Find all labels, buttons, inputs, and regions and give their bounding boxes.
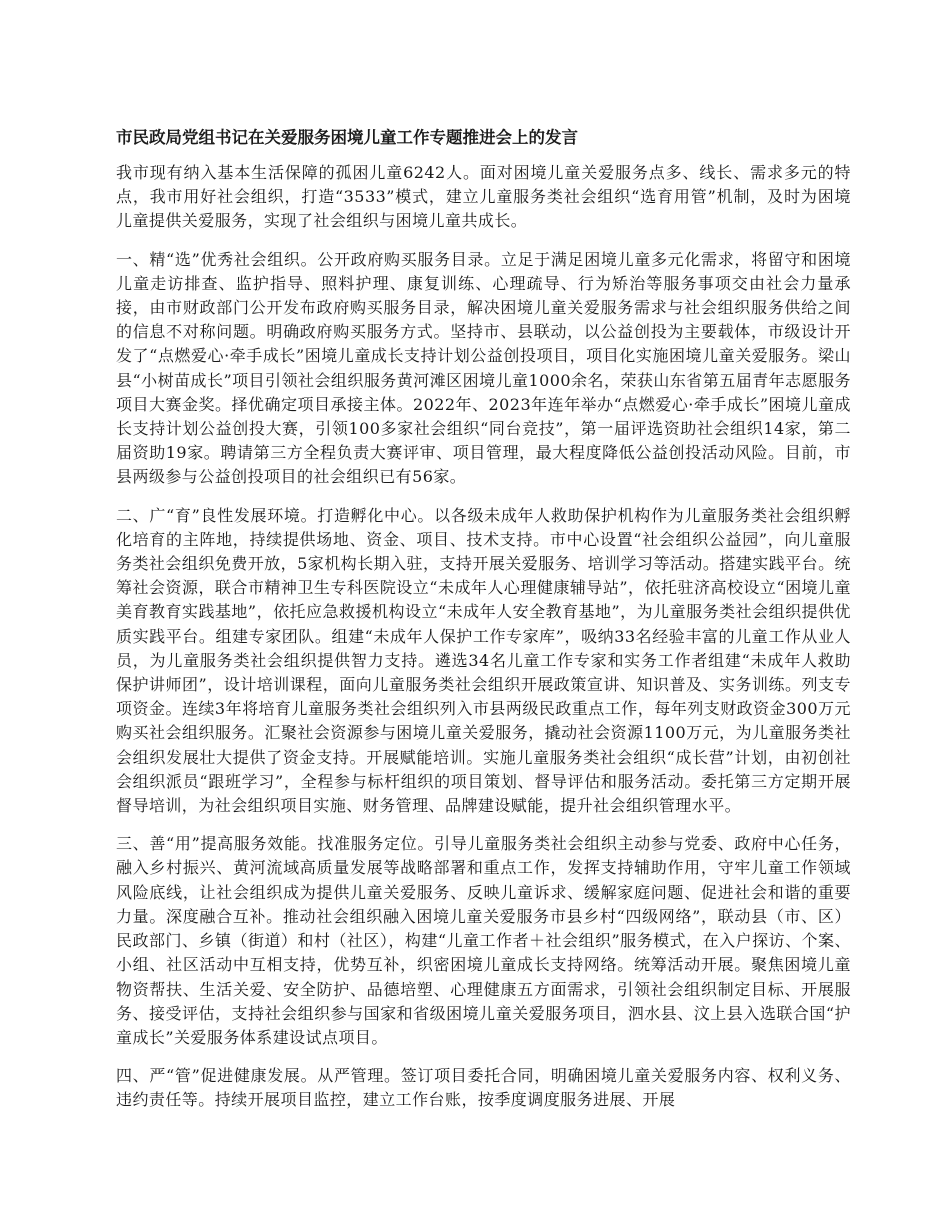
document-title: 市民政局党组书记在关爱服务困境儿童工作专题推进会上的发言 — [116, 128, 578, 147]
intro-paragraph: 我市现有纳入基本生活保障的孤困儿童6242人。面对困境儿童关爱服务点多、线长、需求多元的特点，我市用好社会组织，打造“3533”模式，建立儿童服务类社会组织“选育用管”机制，及时为困境儿童提供关爱服务，实现了社会组织与困境儿童共成长。 — [116, 163, 851, 231]
section-4-manage-paragraph: 四、严“管”促进健康发展。从严管理。签订项目委托合同，明确困境儿童关爱服务内容、权利义务、违约责任等。持续开展项目监控，建立工作台账，按季度调度服务进展、开展 — [116, 1066, 851, 1110]
document-body — [116, 161, 851, 1127]
section-1-select-paragraph: 一、精“选”优秀社会组织。公开政府购买服务目录。立足于满足困境儿童多元化需求，将留守和困境儿童走访排查、监护指导、照料护理、康复训练、心理疏导、行为矫治等服务事项交由社会力量承接，由市财政部门公开发布政府购买服务目录，解决困境儿童关爱服务需求与社会组织服务供给之间的信息不对称问题。明确政府购买服务方式。坚持市、县联动，以公益创投为主要载体，市级设计开发了“点燃爱心·牵手成长”困境儿童成长支持计划公益创投项目，项目化实施困境儿童关爱服务。梁山县“小树苗成长”项目引领社会组织服务黄河滩区困境儿童1000余名，荣获山东省第五届青年志愿服务项目大赛金奖。择优确定项目承接主体。2022年、2023年连年举办“点燃爱心·牵手成长”困境儿童成长支持计划公益创投大赛，引领100多家社会组织“同台竞技”，第一届评选资助社会组织14家，第二届资助19家。聘请第三方全程负责大赛评审、项目管理，最大程度降低公益创投活动风险。目前，市县两级参与公益创投项目的社会组织已有56家。 — [116, 249, 851, 487]
section-2-cultivate-paragraph: 二、广“育”良性发展环境。打造孵化中心。以各级未成年人救助保护机构作为儿童服务类社会组织孵化培育的主阵地，持续提供场地、资金、项目、技术支持。市中心设置“社会组织公益园”，向儿童服务类社会组织免费开放，5家机构长期入驻，支持开展关爱服务、培训学习等活动。搭建实践平台。统筹社会资源，联合市精神卫生专科医院设立“未成年人心理健康辅导站”，依托驻济高校设立“困境儿童美育教育实践基地”，依托应急救援机构设立“未成年人安全教育基地”，为儿童服务类社会组织提供优质实践平台。组建专家团队。组建“未成年人保护工作专家库”，吸纳33名经验丰富的儿童工作从业人员，为儿童服务类社会组织提供智力支持。遴选34名儿童工作专家和实务工作者组建“未成年人救助保护讲师团”，设计培训课程，面向儿童服务类社会组织开展政策宣讲、知识普及、实务训练。列支专项资金。连续3年将培育儿童服务类社会组织列入市县两级民政重点工作，每年列支财政资金300万元购买社会组织服务。汇聚社会资源参与困境儿童关爱服务，撬动社会资源1100万元，为儿童服务类社会组织发展壮大提供了资金支持。开展赋能培训。实施儿童服务类社会组织“成长营”计划，由初创社会组织派员“跟班学习”，全程参与标杆组织的项目策划、督导评估和服务活动。委托第三方定期开展督导培训，为社会组织项目实施、财务管理、品牌建设赋能，提升社会组织管理水平。 — [116, 505, 851, 816]
section-3-use-paragraph: 三、善“用”提高服务效能。找准服务定位。引导儿童服务类社会组织主动参与党委、政府中心任务，融入乡村振兴、黄河流域高质量发展等战略部署和重点工作，发挥支持辅助作用，守牢儿童工作领域风险底线，让社会组织成为提供儿童关爱服务、反映儿童诉求、缓解家庭问题、促进社会和谐的重要力量。深度融合互补。推动社会组织融入困境儿童关爱服务市县乡村“四级网络”，联动县（市、区）民政部门、乡镇（街道）和村（社区），构建“儿童工作者＋社会组织”服务模式，在入户探访、个案、小组、社区活动中互相支持，优势互补，织密困境儿童成长支持网络。统筹活动开展。聚焦困境儿童物资帮扶、生活关爱、安全防护、品德培塑、心理健康五方面需求，引领社会组织制定目标、开展服务、接受评估，支持社会组织参与国家和省级困境儿童关爱服务项目，泗水县、汶上县入选联合国“护童成长”关爱服务体系建设试点项目。 — [116, 834, 851, 1047]
